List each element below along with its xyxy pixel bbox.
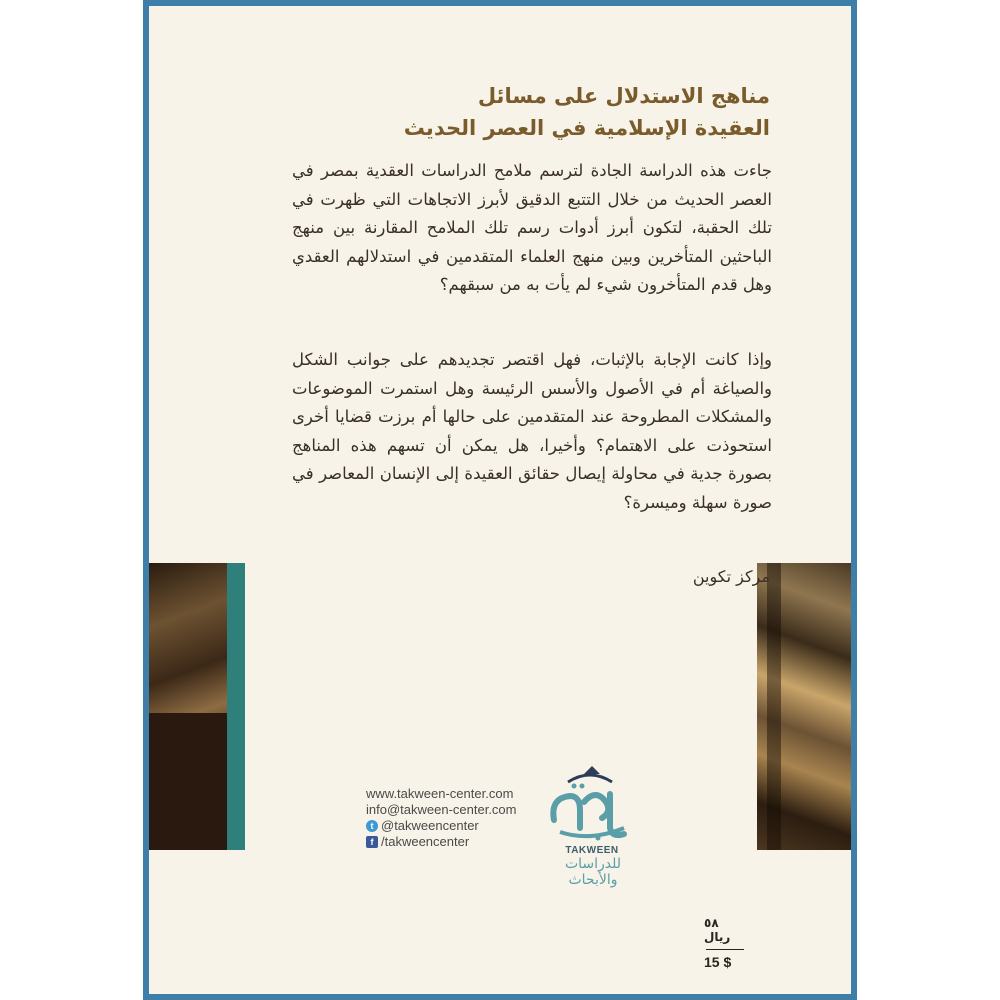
takween-logo-mark (540, 758, 640, 848)
left-teal-band (227, 563, 245, 850)
left-photo-strip (149, 563, 245, 850)
right-photo-strip (757, 563, 851, 850)
twitter-icon: t (366, 820, 378, 832)
book-title (210, 80, 770, 144)
facebook-icon: f (366, 836, 378, 848)
logo-english-name: TAKWEEN (565, 845, 619, 856)
website-link[interactable]: www.takween-center.com (366, 786, 514, 801)
price-sar: ٥٨ ريال (704, 916, 731, 944)
contact-info (366, 786, 517, 850)
logo-arabic-tagline: للدراسات والأبحاث (564, 856, 622, 888)
email-row (366, 802, 517, 818)
facebook-row (366, 834, 517, 850)
price-divider (706, 949, 744, 950)
twitter-handle[interactable]: @takweencenter (381, 818, 479, 833)
facebook-handle[interactable]: /takweencenter (381, 834, 470, 849)
description-paragraph-2: وإذا كانت الإجابة بالإثبات، فهل اقتصر تجديدهم على جوانب الشكل والصياغة أم في الأصول والأسس الرئيسة وهل استمرت الموضوعات والمشكلات المطروحة عند المتقدمين على حالها أم برزت قضايا أخرى استحوذت على الاهتمام؟ وأخيرا، هل يمكن أن تسهم هذه المناهج بصورة جدية في محاولة إيصال حقائق العقيدة إلى الإنسان المعاصر في صورة سهلة وميسرة؟ (292, 350, 772, 512)
left-photo-shadow (149, 713, 227, 850)
description-paragraph-1: جاءت هذه الدراسة الجادة لترسم ملامح الدراسات العقدية بمصر في العصر الحديث من خلال التتبع الدقيق لأبرز الاتجاهات التي ظهرت في تلك الحقبة، لتكون أبرز أدوات رسم تلك الملامح المقارنة بين منهج الباحثين المتأخرين وبين منهج العلماء المتقدمين في استدلالهم العقدي وهل قدم المتأخرون شيء لم يأت به من سبقهم؟ (292, 161, 772, 295)
title-line-2: العقيدة الإسلامية في العصر الحديث (403, 116, 770, 140)
title-line-1: مناهج الاستدلال على مسائل (477, 84, 770, 108)
price-usd: 15 $ (704, 954, 732, 970)
price-box (704, 916, 744, 970)
website-row (366, 786, 517, 802)
publisher-signature: مركز تكوين (692, 567, 770, 586)
right-photo-shadow (767, 563, 781, 850)
email-link[interactable]: info@takween-center.com (366, 802, 517, 817)
twitter-row (366, 818, 517, 834)
